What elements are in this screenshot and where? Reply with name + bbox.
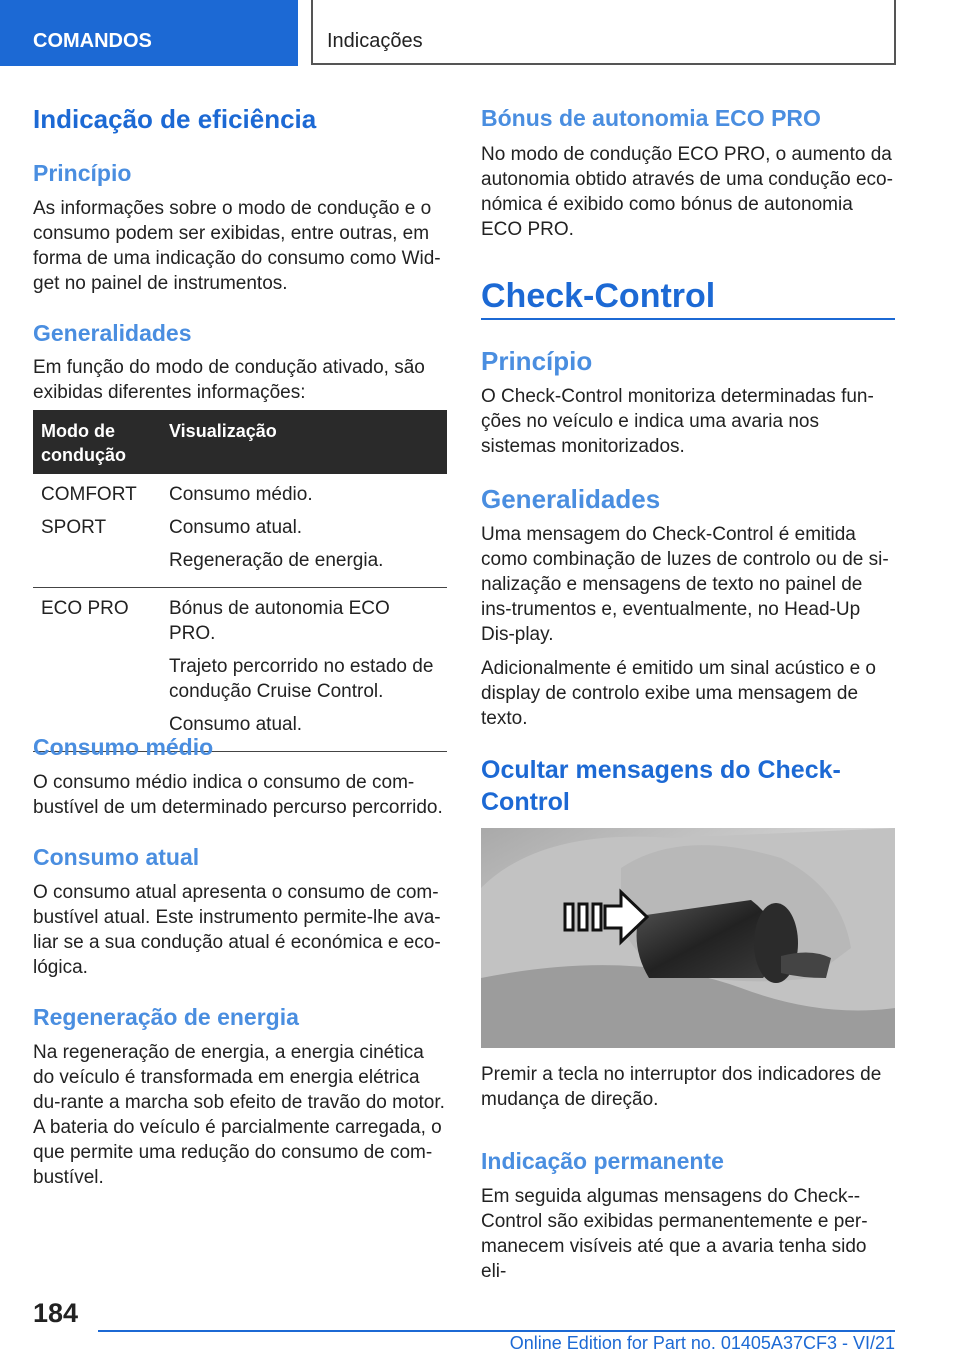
cc-general-heading: Generalidades (481, 484, 661, 514)
avg-consumption-text: O consumo médio indica o consumo de com-bustível de um determinado percurso percorrido. (33, 772, 443, 818)
turn-signal-switch-photo (481, 828, 895, 1048)
page-header (0, 0, 960, 66)
principle-text: As informações sobre o modo de condução e o consumo podem ser exibidas, entre outras, em forma de uma indicação do consumo como Wid-get no painel de instrumentos. (33, 198, 441, 294)
page-number: 184 (33, 1298, 79, 1328)
general-text: Em função do modo de condução ativado, são exibidas diferentes informações: (33, 357, 425, 403)
regeneration-heading: Regeneração de energia (33, 1004, 299, 1030)
mode-value: COMFORT (41, 484, 137, 505)
permanent-text: Em seguida algumas mensagens do Check--Control são exibidas permanentemente e per-manecem visíveis até que a avaria tenha sido eli- (481, 1186, 868, 1282)
column-header-view: Visualização (161, 410, 447, 474)
table-row (33, 588, 447, 752)
view-value: Consumo atual. (169, 517, 303, 538)
eco-bonus-text: No modo de condução ECO PRO, o aumento da autonomia obtido através de uma condução eco-nómica é exibido como bónus de autonomia ECO PRO. (481, 144, 893, 240)
chapter-rule (481, 318, 895, 320)
view-cell (161, 588, 447, 752)
efficiency-title: Indicação de eficiência (33, 104, 317, 134)
avg-consumption-heading: Consumo médio (33, 734, 214, 760)
eco-bonus-heading: Bónus de autonomia ECO PRO (481, 105, 821, 131)
mode-value: SPORT (41, 517, 107, 538)
table-header-row (33, 410, 447, 474)
cc-general-text: Uma mensagem do Check-Control é emitida como combinação de luzes de controlo ou de si-nalização e mensagens de texto no painel de ins-trumentos e, eventualmente, no Head-Up Dis-play. (481, 524, 889, 645)
view-value: Consumo médio. (169, 484, 313, 505)
cc-principle-heading: Princípio (481, 346, 593, 376)
chapter-title: Check-Control (481, 277, 716, 315)
mode-cell (33, 588, 161, 752)
table-row (33, 474, 447, 588)
cc-principle-text: O Check-Control monitoriza determinadas fun-ções no veículo e indica uma avaria nos sistemas monitorizados. (481, 386, 874, 457)
section-tab: COMANDOS (0, 0, 298, 66)
hide-messages-heading: Ocultar mensagens do Check-Control (481, 756, 841, 816)
view-value: Trajeto percorrido no estado de condução Cruise Control. (169, 656, 434, 702)
turn-signal-switch-illustration (481, 828, 895, 1048)
edition-label: Online Edition for Part no. 01405A37CF3 - VI/21 (509, 1333, 895, 1353)
view-cell (161, 474, 447, 588)
general-heading: Generalidades (33, 320, 192, 346)
hide-messages-text: Premir a tecla no interruptor dos indicadores de mudança de direção. (481, 1064, 882, 1110)
cc-general-text-2: Adicionalmente é emitido um sinal acústico e o display de controlo exibe uma mensagem de texto. (481, 658, 876, 729)
regeneration-text: Na regeneração de energia, a energia cinética do veículo é transformada em energia elétrica du-rante a marcha sob efeito de travão do motor. A bateria do veículo é parcialmente carregada, o que permite uma redução do consumo de com-bustível. (33, 1042, 445, 1188)
permanent-heading: Indicação permanente (481, 1148, 724, 1174)
principle-heading: Princípio (33, 160, 132, 186)
current-consumption-text: O consumo atual apresenta o consumo de com-bustível atual. Este instrumento permite-lhe ava-liar se a sua condução atual é económica e eco-lógica. (33, 882, 441, 978)
view-value: Regeneração de energia. (169, 550, 384, 571)
column-header-mode: Modo de condução (33, 410, 161, 474)
view-value: Consumo atual. (169, 714, 303, 735)
topic-title: Indicações (311, 0, 896, 65)
view-value: Bónus de autonomia ECO PRO. (169, 598, 390, 644)
footer-rule (98, 1330, 895, 1332)
modes-table (33, 410, 447, 752)
mode-value: ECO PRO (41, 598, 129, 619)
current-consumption-heading: Consumo atual (33, 844, 200, 870)
mode-cell (33, 474, 161, 588)
